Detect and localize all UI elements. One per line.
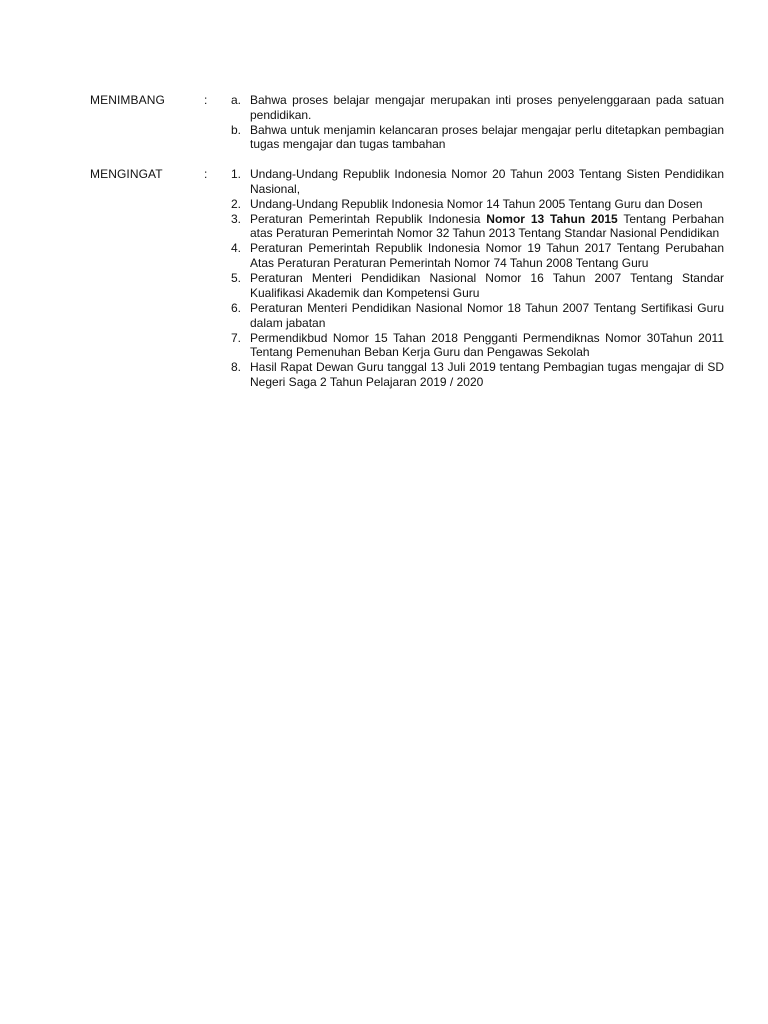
mengingat-colon: : [204, 167, 208, 181]
item-text: Undang-Undang Republik Indonesia Nomor 14 Tahun 2005 Tentang Guru dan Dosen [250, 196, 703, 211]
item-number: 3. [230, 211, 241, 226]
item-text-after: Tentang Perbahan atas Peraturan Pemerintah Nomor 32 Tahun 2013 Tentang Standar Nasional Pendidikan [250, 211, 725, 241]
item-number: a. [230, 93, 241, 107]
mengingat-item-3 [215, 212, 724, 241]
mengingat-item-4 [215, 241, 724, 270]
mengingat-item-5 [215, 271, 724, 300]
item-number: 1. [230, 167, 241, 181]
mengingat-item-8 [215, 360, 724, 389]
item-text-bold: Nomor 13 Tahun 2015 [486, 211, 618, 226]
item-number: 4. [230, 241, 241, 256]
item-text: Bahwa proses belajar mengajar merupakan inti proses penyelenggaraan pada satuan pendidikan. [250, 93, 724, 122]
item-text: Permendikbud Nomor 15 Tahan 2018 Pengganti Permendiknas Nomor 30Tahun 2011 Tentang Pemenuhan Beban Kerja Guru dan Pengawas Sekolah [250, 330, 724, 360]
item-number: 8. [230, 360, 241, 375]
mengingat-item-7 [215, 331, 724, 360]
item-number: 5. [230, 271, 241, 286]
item-text: Hasil Rapat Dewan Guru tanggal 13 Juli 2019 tentang Pembagian tugas mengajar di SD Negeri Saga 2 Tahun Pelajaran 2019 / 2020 [250, 360, 724, 389]
menimbang-item-a [215, 93, 724, 122]
mengingat-item-6 [215, 301, 724, 330]
menimbang-list [215, 93, 724, 152]
item-number: 7. [230, 330, 241, 345]
item-text-before: Peraturan Pemerintah Republik Indonesia [250, 211, 487, 226]
menimbang-heading: MENIMBANG [90, 93, 165, 107]
item-number: 6. [230, 300, 241, 315]
mengingat-item-2 [215, 197, 724, 212]
mengingat-heading: MENGINGAT [90, 167, 163, 181]
item-text [250, 212, 724, 241]
item-text: Bahwa untuk menjamin kelancaran proses belajar mengajar perlu ditetapkan pembagian tugas mengajar dan tugas tambahan [250, 122, 724, 152]
item-number: b. [230, 122, 241, 137]
item-text: Peraturan Menteri Pendidikan Nasional Nomor 16 Tahun 2007 Tentang Standar Kualifikasi Akademik dan Kompetensi Guru [250, 271, 724, 300]
menimbang-item-b [215, 123, 724, 152]
item-text: Undang-Undang Republik Indonesia Nomor 20 Tahun 2003 Tentang Sisten Pendidikan Nasional, [250, 167, 724, 196]
mengingat-item-1 [215, 167, 724, 196]
menimbang-colon: : [204, 93, 208, 107]
item-text: Peraturan Pemerintah Republik Indonesia Nomor 19 Tahun 2017 Tentang Perubahan Atas Peraturan Peraturan Pemerintah Nomor 74 Tahun 2008 Tentang Guru [250, 241, 724, 271]
item-text: Peraturan Menteri Pendidikan Nasional Nomor 18 Tahun 2007 Tentang Sertifikasi Guru dalam jabatan [250, 300, 724, 330]
mengingat-list [215, 167, 724, 390]
item-number: 2. [230, 196, 241, 211]
